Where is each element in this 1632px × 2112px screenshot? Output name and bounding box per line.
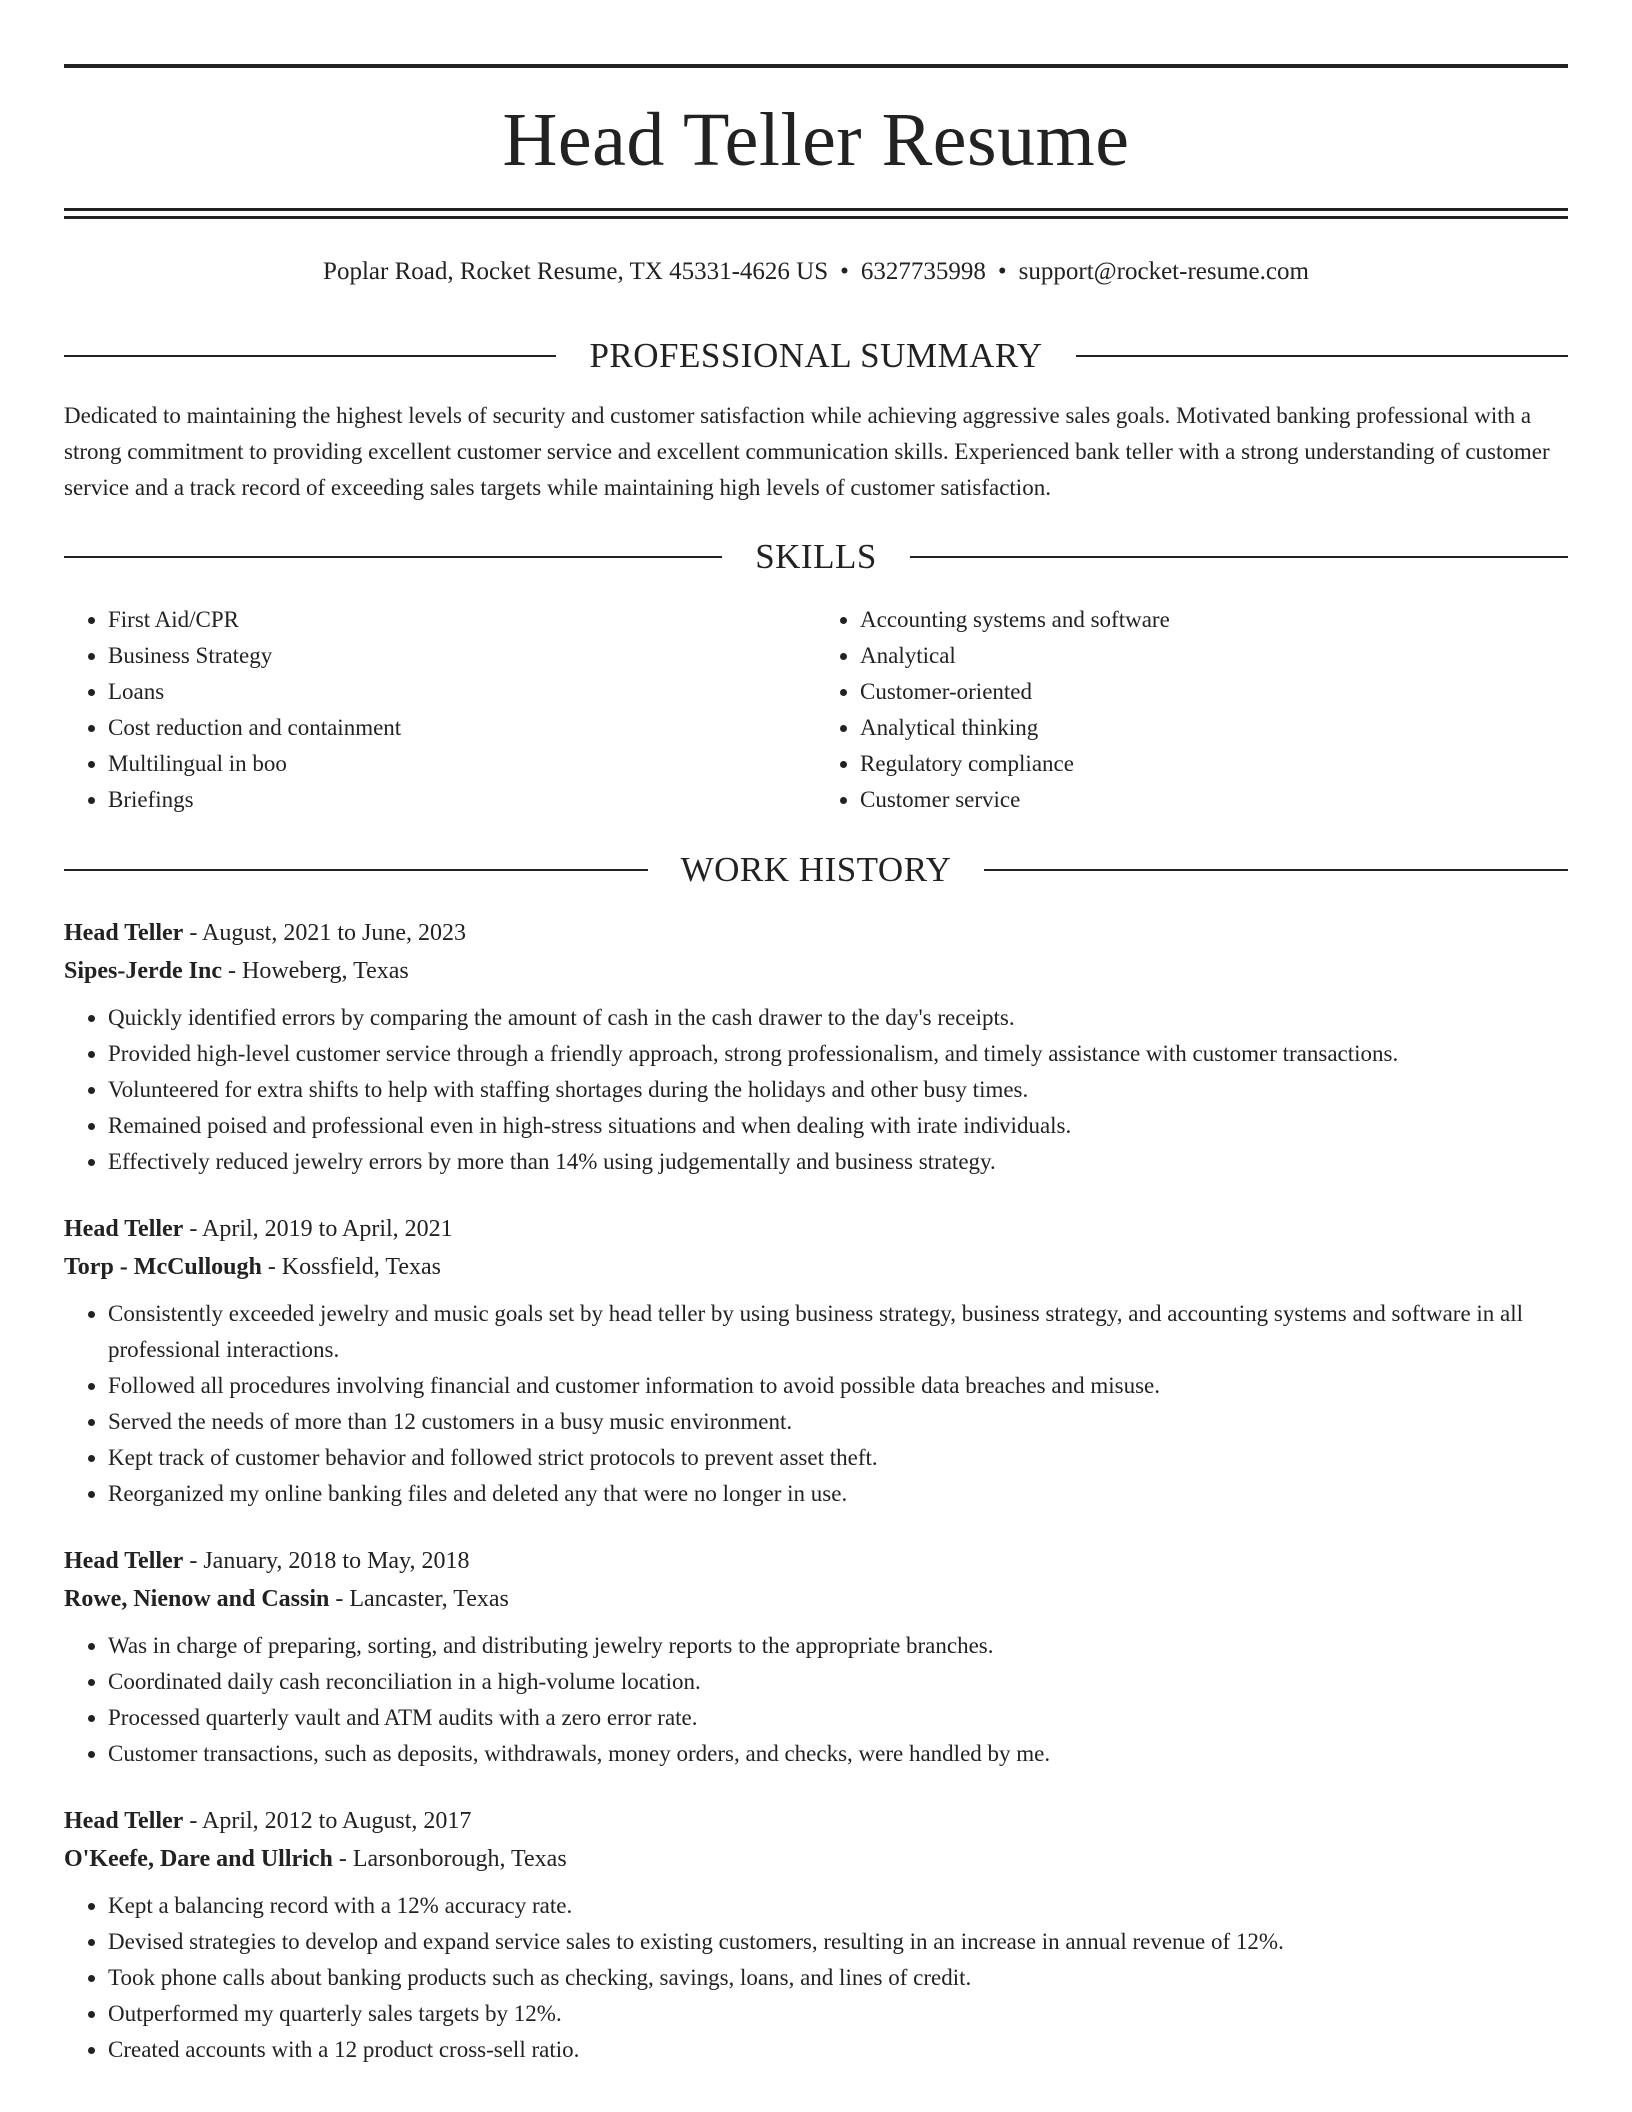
- job-company-line: [64, 1840, 1568, 1878]
- skill-item: • Regulatory compliance: [860, 746, 1568, 782]
- skill-item: • Analytical thinking: [860, 710, 1568, 746]
- job-bullet: • Effectively reduced jewelry errors by more than 14% using judgementally and business strategy.: [108, 1144, 1568, 1180]
- job-company: Rowe, Nienow and Cassin: [64, 1586, 330, 1612]
- summary-text: Dedicated to maintaining the highest levels of security and customer satisfaction while achieving aggressive sales goals. Motivated banking professional with a strong commitment to providing excellent customer service and excellent communication skills. Experienced bank teller with a strong understanding of customer service and a track record of exceeding sales targets while maintaining high levels of customer satisfaction.: [64, 403, 1550, 500]
- skill-item: • Business Strategy: [108, 638, 816, 674]
- job-dates: - April, 2019 to April, 2021: [183, 1216, 453, 1242]
- skill-item: • Loans: [108, 674, 816, 710]
- job-title: Head Teller: [64, 1548, 184, 1574]
- job-location: - Lancaster, Texas: [329, 1586, 509, 1612]
- skill-item: • Customer service: [860, 782, 1568, 818]
- title-double-rule-top: [64, 208, 1568, 211]
- job-bullet: • Processed quarterly vault and ATM audits with a zero error rate.: [108, 1700, 1568, 1736]
- section-heading-skills: [64, 535, 1568, 579]
- skills-list: [64, 602, 1568, 818]
- skill-item: • Analytical: [860, 638, 1568, 674]
- job-title-line: [64, 1542, 1568, 1580]
- job-entry: [64, 1542, 1568, 1772]
- top-rule: [64, 64, 1568, 68]
- job-bullet: • Served the needs of more than 12 customers in a busy music environment.: [108, 1404, 1568, 1440]
- job-company-line: [64, 952, 1568, 990]
- contact-separator: •: [997, 258, 1007, 285]
- job-title-line: [64, 1802, 1568, 1840]
- skill-item: • Customer-oriented: [860, 674, 1568, 710]
- job-entry: [64, 1210, 1568, 1512]
- job-dates: - August, 2021 to June, 2023: [183, 920, 467, 946]
- work-history-list: [64, 914, 1568, 2098]
- contact-separator: •: [840, 258, 849, 285]
- skill-item: • Cost reduction and containment: [108, 710, 816, 746]
- job-location: - Howeberg, Texas: [222, 958, 409, 984]
- job-bullet: • Coordinated daily cash reconciliation in a high-volume location.: [108, 1664, 1568, 1700]
- heading-rule-left: [64, 869, 648, 871]
- heading-rule-right: [910, 556, 1568, 558]
- section-title: WORK HISTORY: [680, 850, 952, 889]
- job-bullet: • Reorganized my online banking files and deleted any that were no longer in use.: [108, 1476, 1568, 1512]
- job-bullets: [64, 1628, 1568, 1772]
- contact-address: Poplar Road, Rocket Resume, TX 45331-4626 US: [323, 258, 829, 285]
- section-heading-summary: [64, 334, 1568, 378]
- job-location: - Kossfield, Texas: [261, 1254, 441, 1280]
- job-bullet: • Volunteered for extra shifts to help with staffing shortages during the holidays and other busy times.: [108, 1072, 1568, 1108]
- section-title: SKILLS: [755, 537, 877, 576]
- job-title: Head Teller: [64, 920, 184, 946]
- job-company-line: [64, 1248, 1568, 1286]
- heading-rule-left: [64, 556, 722, 558]
- skill-item: • First Aid/CPR: [108, 602, 816, 638]
- job-bullet: • Quickly identified errors by comparing the amount of cash in the cash drawer to the day's receipts.: [108, 1000, 1568, 1036]
- job-bullet: • Took phone calls about banking products such as checking, savings, loans, and lines of credit.: [108, 1960, 1568, 1996]
- job-company: O'Keefe, Dare and Ullrich: [64, 1846, 333, 1872]
- job-entry: [64, 914, 1568, 1180]
- job-bullet: • Devised strategies to develop and expand service sales to existing customers, resulting in an increase in annual revenue of 12%.: [108, 1924, 1568, 1960]
- job-title: Head Teller: [64, 1808, 184, 1834]
- job-bullet: • Remained poised and professional even in high-stress situations and when dealing with irate individuals.: [108, 1108, 1568, 1144]
- skills-column-right: [816, 602, 1568, 818]
- title-double-rule-bottom: [64, 216, 1568, 219]
- job-bullets: [64, 1000, 1568, 1180]
- skill-item: • Multilingual in boo: [108, 746, 816, 782]
- job-bullet: • Was in charge of preparing, sorting, and distributing jewelry reports to the appropriate branches.: [108, 1628, 1568, 1664]
- job-bullet: • Consistently exceeded jewelry and music goals set by head teller by using business strategy, business strategy, and accounting systems and software in all professional interactions.: [108, 1296, 1568, 1368]
- skills-column-left: [64, 602, 816, 818]
- skill-item: • Briefings: [108, 782, 816, 818]
- heading-rule-right: [984, 869, 1568, 871]
- job-title: Head Teller: [64, 1216, 184, 1242]
- job-dates: - April, 2012 to August, 2017: [183, 1808, 472, 1834]
- job-title-line: [64, 914, 1568, 952]
- job-bullets: [64, 1296, 1568, 1512]
- job-bullet: • Kept a balancing record with a 12% accuracy rate.: [108, 1888, 1568, 1924]
- job-company: Torp - McCullough: [64, 1254, 262, 1280]
- job-dates: - January, 2018 to May, 2018: [183, 1548, 470, 1574]
- job-title-line: [64, 1210, 1568, 1248]
- job-company: Sipes-Jerde Inc: [64, 958, 222, 984]
- job-entry: [64, 1802, 1568, 2068]
- job-bullet: • Provided high-level customer service through a friendly approach, strong professionalism, and timely assistance with customer transactions.: [108, 1036, 1568, 1072]
- heading-rule-right: [1076, 355, 1568, 357]
- skill-item: • Accounting systems and software: [860, 602, 1568, 638]
- job-bullet: • Created accounts with a 12 product cross-sell ratio.: [108, 2032, 1568, 2068]
- job-bullet: • Outperformed my quarterly sales targets by 12%.: [108, 1996, 1568, 2032]
- contact-line: [64, 255, 1568, 289]
- job-bullet: • Customer transactions, such as deposits, withdrawals, money orders, and checks, were handled by me.: [108, 1736, 1568, 1772]
- job-bullet: • Followed all procedures involving financial and customer information to avoid possible data breaches and misuse.: [108, 1368, 1568, 1404]
- contact-phone: 6327735998: [860, 258, 986, 285]
- job-bullet: • Kept track of customer behavior and followed strict protocols to prevent asset theft.: [108, 1440, 1568, 1476]
- job-location: - Larsonborough, Texas: [332, 1846, 567, 1872]
- heading-rule-left: [64, 355, 556, 357]
- section-title: PROFESSIONAL SUMMARY: [589, 336, 1043, 375]
- job-bullets: [64, 1888, 1568, 2068]
- resume-title: Head Teller Resume: [502, 98, 1130, 182]
- job-company-line: [64, 1580, 1568, 1618]
- section-heading-work-history: [64, 848, 1568, 892]
- contact-email: support@rocket-resume.com: [1018, 258, 1309, 285]
